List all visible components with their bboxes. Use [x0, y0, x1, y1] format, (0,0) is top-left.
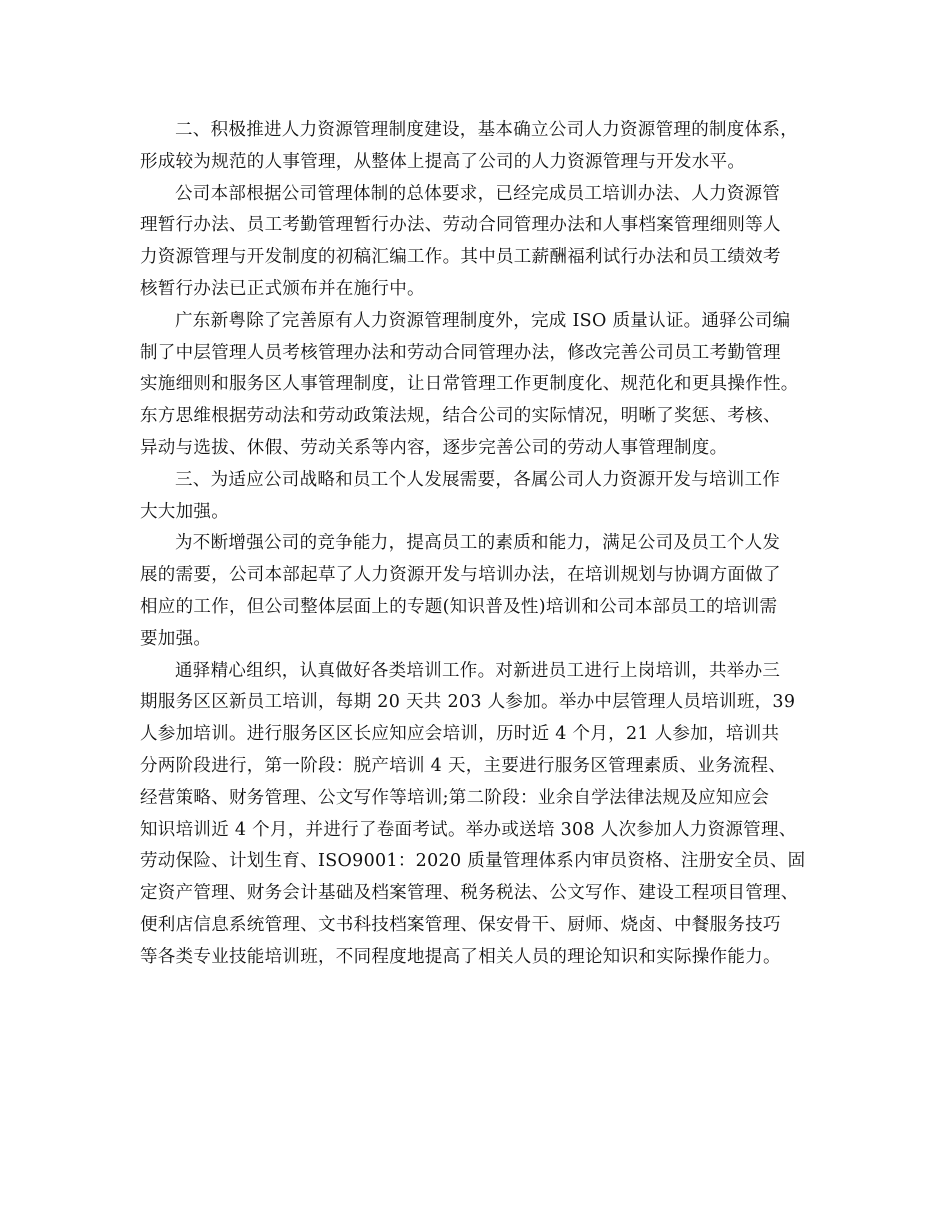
text-line: 东方思维根据劳动法和劳动政策法规，结合公司的实际情况，明晰了奖惩、考核、: [140, 406, 781, 427]
text-line: 广东新粤除了完善原有人力资源管理制度外，完成 ISO 质量认证。通驿公司编: [175, 310, 791, 331]
text-line: 力资源管理与开发制度的初稿汇编工作。其中员工薪酬福利试行办法和员工绩效考: [140, 247, 781, 268]
text-line: 通驿精心组织，认真做好各类培训工作。对新进员工进行上岗培训，共举办三: [175, 660, 781, 681]
text-line: 经营策略、财务管理、公文写作等培训;第二阶段：业余自学法律法规及应知应会: [140, 787, 770, 808]
text-line: 为不断增强公司的竞争能力，提高员工的素质和能力，满足公司及员工个人发: [175, 533, 781, 554]
text-line: 大大加强。: [140, 501, 229, 522]
text-line: 劳动保险、计划生育、ISO9001：2020 质量管理体系内审员资格、注册安全员、固: [140, 851, 806, 872]
section-two-heading: [140, 115, 830, 179]
text-line: 便利店信息系统管理、文书科技档案管理、保安骨干、厨师、烧卤、中餐服务技巧: [140, 914, 781, 935]
text-line: 展的需要，公司本部起草了人力资源开发与培训办法，在培训规划与协调方面做了: [140, 565, 781, 586]
text-line: 异动与选拔、休假、劳动关系等内容，逐步完善公司的劳动人事管理制度。: [140, 437, 728, 458]
section-three-heading: [140, 465, 830, 529]
text-line: 形成较为规范的人事管理，从整体上提高了公司的人力资源管理与开发水平。: [140, 151, 746, 172]
document-body: [140, 115, 830, 974]
text-line: 实施细则和服务区人事管理制度，让日常管理工作更制度化、规范化和更具操作性。: [140, 374, 799, 395]
text-line: 期服务区区新员工培训，每期 20 天共 203 人参加。举办中层管理人员培训班，39: [140, 692, 796, 713]
text-line: 等各类专业技能培训班，不同程度地提高了相关人员的理论知识和实际操作能力。: [140, 946, 781, 967]
text-line: 理暂行办法、员工考勤管理暂行办法、劳动合同管理办法和人事档案管理细则等人: [140, 215, 781, 236]
text-line: 定资产管理、财务会计基础及档案管理、税务税法、公文写作、建设工程项目管理、: [140, 883, 799, 904]
text-line: 知识培训近 4 个月，并进行了卷面考试。举办或送培 308 人次参加人力资源管理、: [140, 819, 797, 840]
text-line: 核暂行办法已正式颁布并在施行中。: [140, 278, 425, 299]
text-line: 要加强。: [140, 628, 212, 649]
training-paragraph: [140, 656, 830, 974]
text-line: 制了中层管理人员考核管理办法和劳动合同管理办法，修改完善公司员工考勤管理: [140, 342, 781, 363]
text-line: 三、为适应公司战略和员工个人发展需要，各属公司人力资源开发与培训工作: [175, 469, 781, 490]
headquarters-paragraph: [140, 179, 830, 306]
text-line: 相应的工作，但公司整体层面上的专题(知识普及性)培训和公司本部员工的培训需: [140, 596, 778, 617]
guangdong-paragraph: [140, 306, 830, 465]
text-line: 人参加培训。进行服务区区长应知应会培训，历时近 4 个月，21 人参加，培训共: [140, 724, 780, 745]
text-line: 二、积极推进人力资源管理制度建设，基本确立公司人力资源管理的制度体系，: [175, 120, 798, 140]
competitiveness-paragraph: [140, 528, 830, 655]
text-line: 分两阶段进行，第一阶段：脱产培训 4 天，主要进行服务区管理素质、业务流程、: [140, 755, 787, 776]
text-line: 公司本部根据公司管理体制的总体要求，已经完成员工培训办法、人力资源管: [175, 183, 781, 204]
